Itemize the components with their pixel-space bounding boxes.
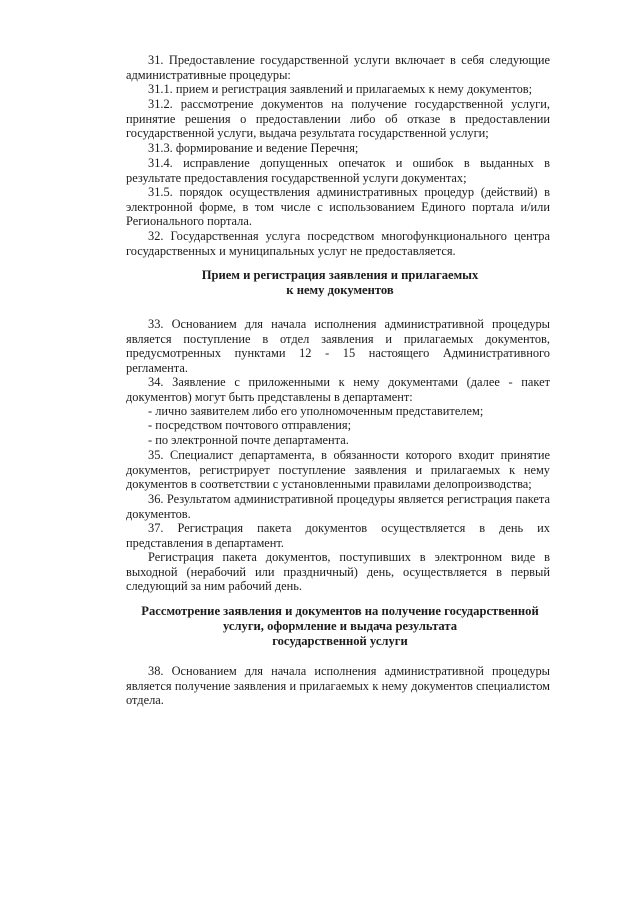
paragraph-33: 33. Основанием для начала исполнения административной процедуры является поступление в отдел заявления и прилагаемых документов, предусмотренных пунктами 12 - 15 настоящего Административного регламента. xyxy=(126,317,550,375)
paragraph-37: 37. Регистрация пакета документов осуществляется в день их представления в департамент. xyxy=(126,521,550,550)
section-heading-2-line-1: Рассмотрение заявления и документов на получение государственной xyxy=(141,604,539,618)
paragraph-37-continued: Регистрация пакета документов, поступивших в электронном виде в выходной (нерабочий или праздничный) день, осуществляется в первый следующий за ним рабочий день. xyxy=(126,550,550,594)
paragraph-31-2: 31.2. рассмотрение документов на получение государственной услуги, принятие решения о предоставлении либо об отказе в предоставлении государственной услуги, выдача результата государственной услуги; xyxy=(126,97,550,141)
paragraph-38: 38. Основанием для начала исполнения административной процедуры является получение заявления и прилагаемых к нему документов специалистом отдела. xyxy=(126,664,550,708)
paragraph-31-1: 31.1. прием и регистрация заявлений и прилагаемых к нему документов; xyxy=(148,82,533,96)
paragraph-34: 34. Заявление с приложенными к нему документами (далее - пакет документов) могут быть представлены в департамент: xyxy=(126,375,550,404)
section-heading-2-line-2: услуги, оформление и выдача результата xyxy=(222,619,458,633)
list-item-in-person: - лично заявителем либо его уполномоченным представителем; xyxy=(148,404,484,418)
paragraph-31-4: 31.4. исправление допущенных опечаток и ошибок в выданных в результате предоставления государственной услуги документах; xyxy=(126,156,550,185)
section-heading-1-line-2: к нему документов xyxy=(286,283,394,297)
section-heading-2-line-3: государственной услуги xyxy=(272,634,408,648)
paragraph-36: 36. Результатом административной процедуры является регистрация пакета документов. xyxy=(126,492,550,521)
paragraph-31-3: 31.3. формирование и ведение Перечня; xyxy=(148,141,359,155)
list-item-email: - по электронной почте департамента. xyxy=(148,433,349,447)
section-heading-1-line-1: Прием и регистрация заявления и прилагаемых xyxy=(201,268,479,282)
paragraph-31-5: 31.5. порядок осуществления административных процедур (действий) в электронной форме, в том числе с использованием Единого портала и/или Регионального портала. xyxy=(126,185,550,229)
list-item-mail: - посредством почтового отправления; xyxy=(148,418,352,432)
paragraph-32: 32. Государственная услуга посредством многофункционального центра государственных и муниципальных услуг не предоставляется. xyxy=(126,229,550,258)
paragraph-35: 35. Специалист департамента, в обязанности которого входит принятие документов, регистрирует поступление заявления и прилагаемых к нему документов в соответствии с установленными правилами делопроизводства; xyxy=(126,448,550,492)
paragraph-31: 31. Предоставление государственной услуги включает в себя следующие административные процедуры: xyxy=(126,53,550,82)
